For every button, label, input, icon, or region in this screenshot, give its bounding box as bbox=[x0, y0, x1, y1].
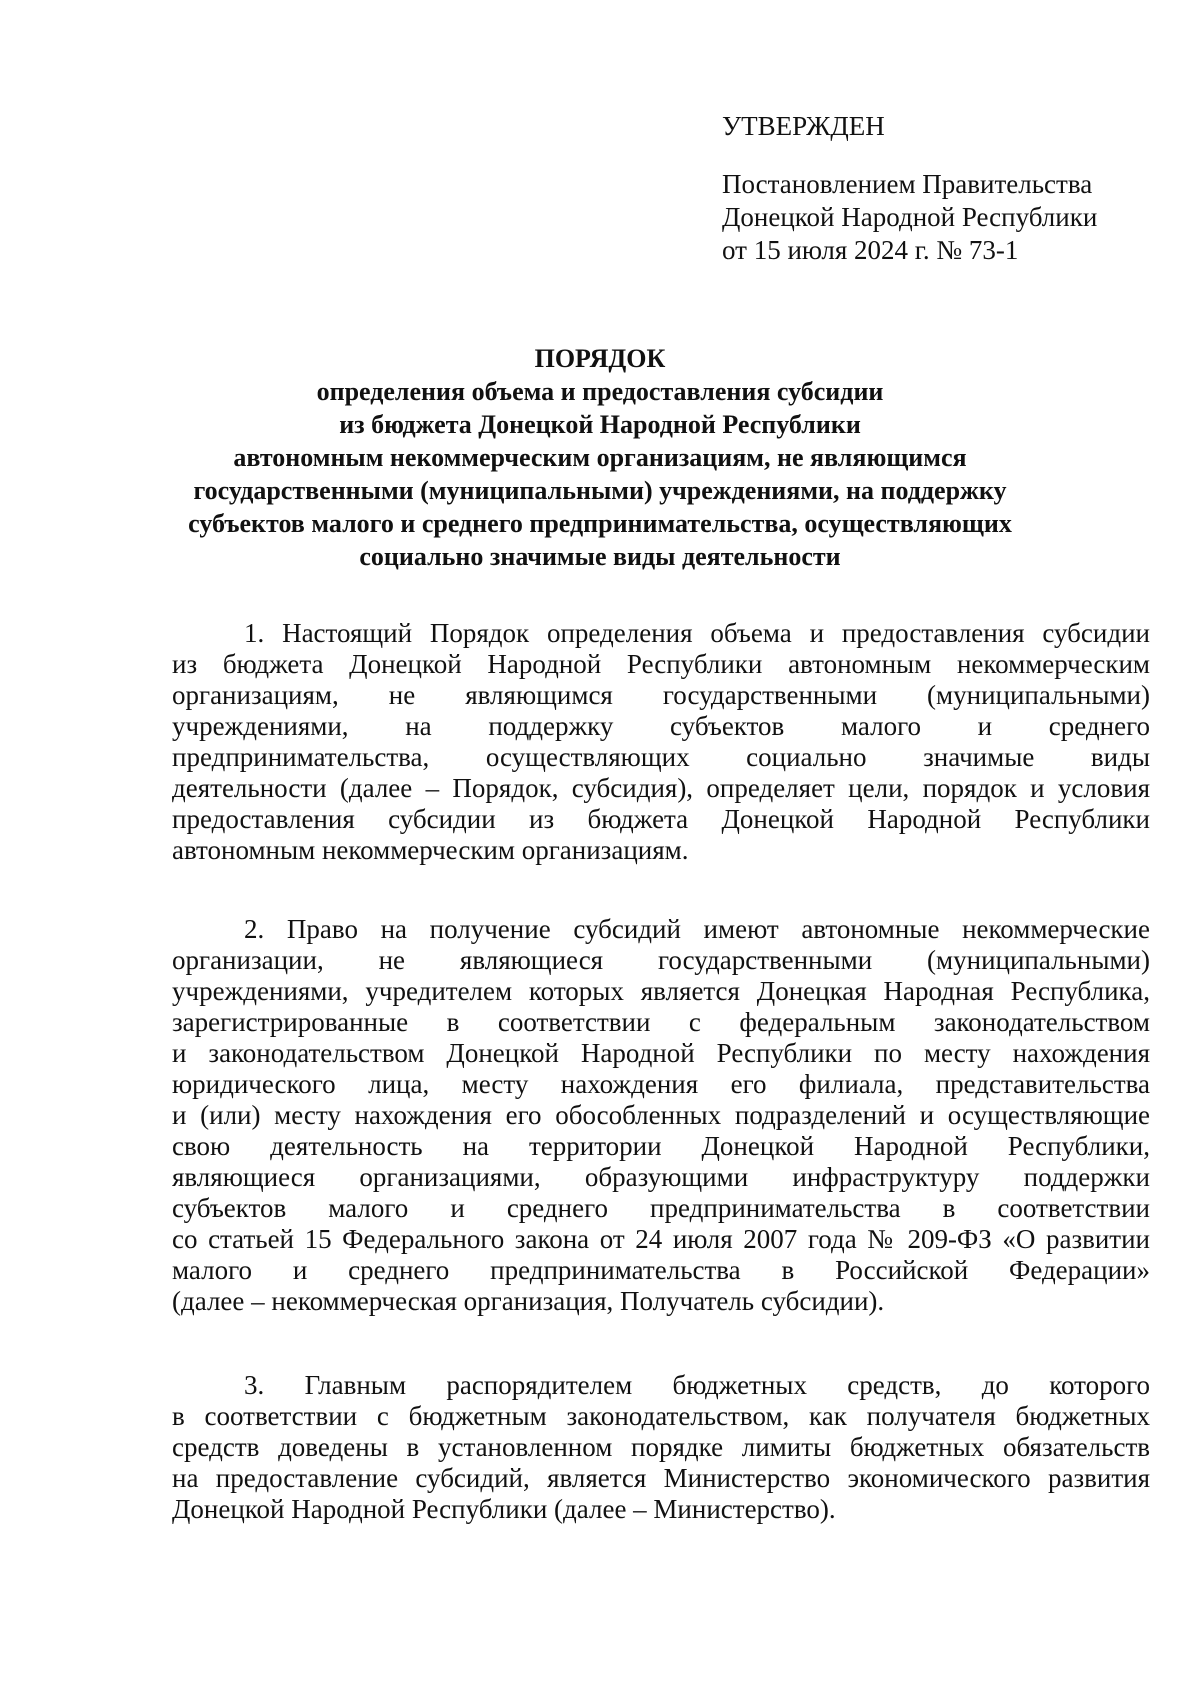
approval-line: от 15 июля 2024 г. № 73-1 bbox=[722, 235, 1019, 265]
title-line: субъектов малого и среднего предпринимательства, осуществляющих bbox=[188, 509, 1012, 538]
paragraph-line: и законодательством Донецкой Народной Республики по месту нахождения bbox=[172, 1038, 1150, 1068]
paragraph-line: юридического лица, месту нахождения его филиала, представительства bbox=[172, 1069, 1150, 1099]
title-line: государственными (муниципальными) учреждениями, на поддержку bbox=[193, 476, 1007, 505]
paragraph-line: автономным некоммерческим организациям. bbox=[172, 835, 689, 865]
paragraph-line: предоставления субсидии из бюджета Донецкой Народной Республики bbox=[172, 804, 1150, 834]
paragraph-line: 1. Настоящий Порядок определения объема и предоставления субсидии bbox=[244, 618, 1150, 648]
paragraph-line: Донецкой Народной Республики (далее – Министерство). bbox=[172, 1494, 836, 1524]
paragraph-line: являющиеся организациями, образующими инфраструктуру поддержки bbox=[172, 1162, 1150, 1192]
paragraph-line: субъектов малого и среднего предпринимательства в соответствии bbox=[172, 1193, 1150, 1223]
approval-stamp bbox=[722, 110, 1097, 267]
paragraph-line: учреждениями, на поддержку субъектов малого и среднего bbox=[172, 711, 1150, 741]
document-heading: ПОРЯДОК bbox=[534, 344, 666, 373]
paragraph-line: зарегистрированные в соответствии с федеральным законодательством bbox=[172, 1007, 1150, 1037]
paragraph-line: средств доведены в установленном порядке лимиты бюджетных обязательств bbox=[172, 1432, 1150, 1462]
paragraph-1 bbox=[172, 618, 1150, 866]
approval-line: Донецкой Народной Республики bbox=[722, 202, 1098, 232]
paragraph-line: свою деятельность на территории Донецкой Народной Республики, bbox=[172, 1131, 1150, 1161]
paragraph-line: деятельности (далее – Порядок, субсидия), определяет цели, порядок и условия bbox=[172, 773, 1150, 803]
paragraph-2 bbox=[172, 914, 1150, 1317]
title-line: автономным некоммерческим организациям, не являющимся bbox=[233, 443, 967, 472]
paragraph-line: 2. Право на получение субсидий имеют автономные некоммерческие bbox=[244, 914, 1150, 944]
paragraph-line: и (или) месту нахождения его обособленных подразделений и осуществляющие bbox=[172, 1100, 1150, 1130]
paragraph-line: со статьей 15 Федерального закона от 24 июля 2007 года № 209-ФЗ «О развитии bbox=[172, 1224, 1150, 1254]
paragraph-line: организации, не являющиеся государственными (муниципальными) bbox=[172, 945, 1150, 975]
approval-title: УТВЕРЖДЕН bbox=[722, 111, 885, 141]
paragraph-line: учреждениями, учредителем которых является Донецкая Народная Республика, bbox=[172, 976, 1150, 1006]
approval-line: Постановлением Правительства bbox=[722, 169, 1093, 199]
paragraph-line: организациям, не являющимся государственными (муниципальными) bbox=[172, 680, 1150, 710]
paragraph-3 bbox=[172, 1370, 1150, 1525]
paragraph-line: (далее – некоммерческая организация, Получатель субсидии). bbox=[172, 1286, 885, 1316]
paragraph-line: из бюджета Донецкой Народной Республики автономным некоммерческим bbox=[172, 649, 1150, 679]
paragraph-line: предпринимательства, осуществляющих социально значимые виды bbox=[172, 742, 1150, 772]
paragraph-line: на предоставление субсидий, является Министерство экономического развития bbox=[172, 1463, 1150, 1493]
document-title bbox=[130, 342, 1070, 573]
paragraph-line: малого и среднего предпринимательства в Российской Федерации» bbox=[172, 1255, 1150, 1285]
paragraph-line: 3. Главным распорядителем бюджетных средств, до которого bbox=[244, 1370, 1150, 1400]
title-line: социально значимые виды деятельности bbox=[359, 542, 841, 571]
title-line: определения объема и предоставления субсидии bbox=[316, 377, 884, 406]
paragraph-line: в соответствии с бюджетным законодательством, как получателя бюджетных bbox=[172, 1401, 1150, 1431]
title-line: из бюджета Донецкой Народной Республики bbox=[339, 410, 861, 439]
